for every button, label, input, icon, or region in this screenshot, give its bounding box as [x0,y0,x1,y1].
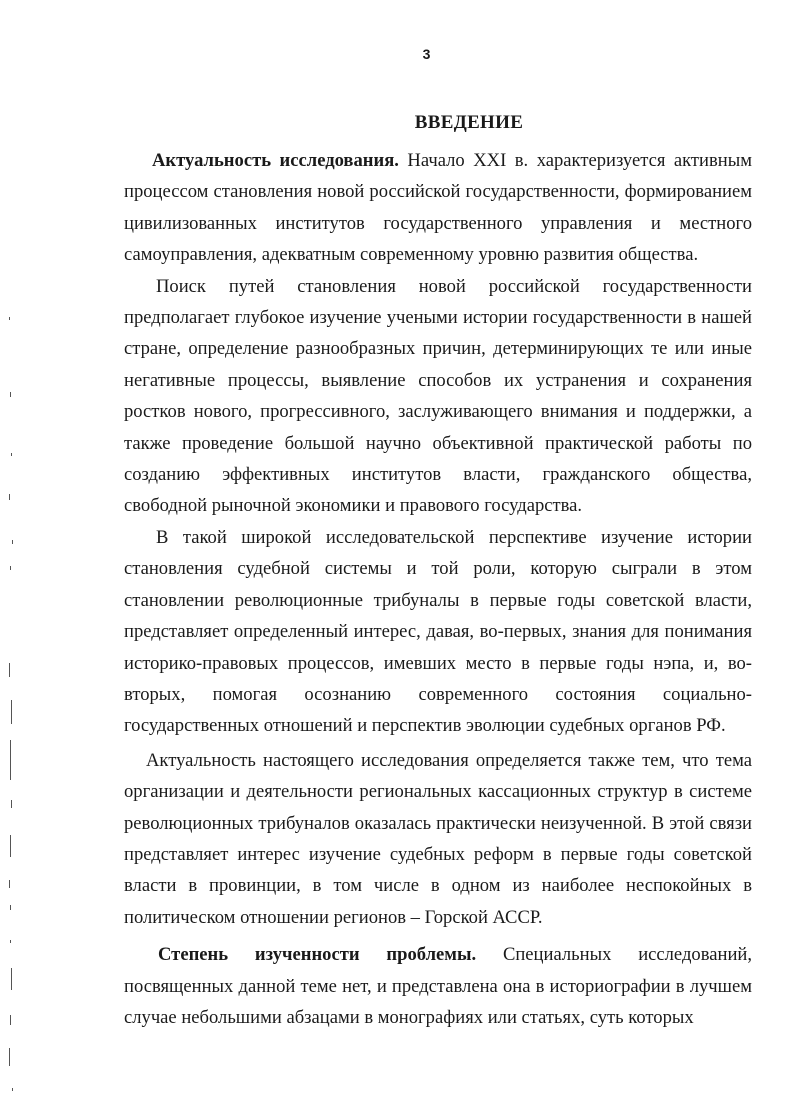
scan-margin-specks [0,0,30,1100]
paragraph-text: Специальных исследований, посвященных данной теме нет, и представлена она в историографии в лучшем случае небольшими абзацами в монографиях или статьях, суть которых [124,944,752,1028]
paragraph-text: Актуальность настоящего исследования определяется также тем, что тема организации и деятельности региональных кассационных структур в системе революционных трибуналов оказалась практически неизученной. В этой связи представляет интерес изучение судебных реформ в первые годы советской власти в провинции, в том числе в одном из наиболее неспокойных в политическом отношении регионов – Горской АССР. [124,749,752,928]
paragraph-lead-heading: Степень изученности проблемы. [158,944,477,966]
paragraph-relevance [124,145,752,271]
paragraph-text: В такой широкой исследовательской перспективе изучение истории становления судебной системы и той роли, которую сыграли в этом становлении революционные трибуналы в первые годы советской власти, представляет определенный интерес, давая, во-первых, знания для понимания историко-правовых процессов, имевших место в первые годы нэпа, и, во-вторых, помогая осознанию современного состояния социально-государственных отношений и перспектив эволюции судебных органов РФ. [124,526,752,737]
paragraph-perspective [124,522,752,742]
paragraph-text: Начало XXI в. характеризуется активным процессом становления новой российской государственности, формированием цивилизованных институтов государственного управления и местного самоуправления, адекватным современному уровню развития общества. [124,150,752,266]
paragraph-text: Поиск путей становления новой российской государственности предполагает глубокое изучение учеными истории государственности в нашей стране, определение разнообразных причин, детерминирующих те или иные негативные процессы, выявление способов их устранения и сохранения ростков нового, прогрессивного, заслуживающего внимания и поддержки, а также проведение большой научно объективной практической работы по созданию эффективных институтов власти, гражданского общества, свободной рыночной экономики и правового государства. [124,275,752,517]
paragraph-relevance-cont [124,745,752,933]
section-title: ВВЕДЕНИЕ [414,112,524,133]
paragraph-degree-of-study [124,939,752,1033]
paragraph-search [124,271,752,522]
paragraph-lead-heading: Актуальность исследования. [152,150,399,171]
page-number: 3 [422,46,431,62]
body-text [124,145,752,1033]
